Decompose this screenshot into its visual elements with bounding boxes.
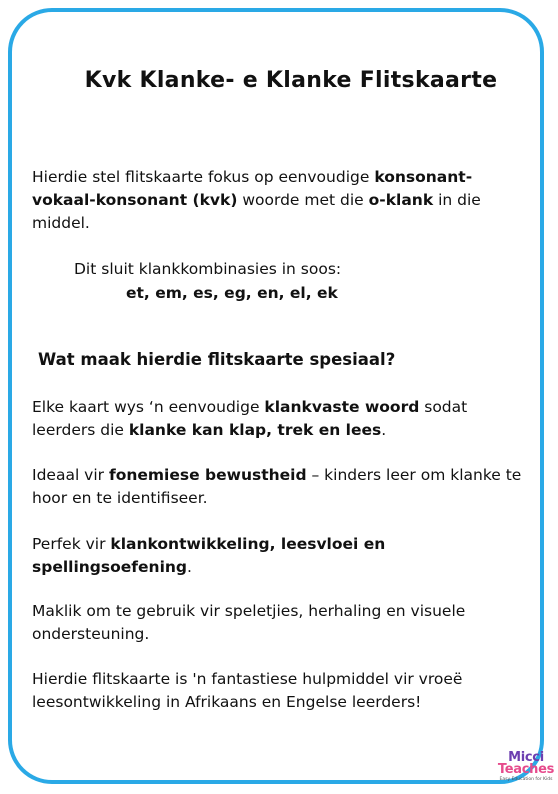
ideal-bold: fonemiese bewustheid bbox=[108, 466, 307, 484]
card-bold-2: klanke kan klap, trek en lees bbox=[128, 421, 382, 439]
page-title: Kvk Klanke- e Klanke Flitskaarte bbox=[84, 68, 498, 93]
ideal-paragraph bbox=[32, 464, 528, 510]
perfect-paragraph bbox=[32, 533, 528, 579]
logo-line-2: Teaches bbox=[497, 762, 555, 777]
card-text-3: . bbox=[381, 421, 387, 439]
card-text-1: Elke kaart wys ‘n eenvoudige bbox=[32, 398, 265, 416]
logo-line-1: Micci bbox=[508, 750, 544, 765]
perfect-text-1: Perfek vir bbox=[32, 535, 111, 553]
ideal-text-2: – kinders leer om klanke te hoor en te identifiseer. bbox=[32, 466, 522, 507]
closing-paragraph: Hierdie flitskaarte is 'n fantastiese hulpmiddel vir vroeë leesontwikkeling in Afrikaans en Engelse leerders! bbox=[32, 670, 463, 711]
intro-paragraph bbox=[32, 166, 528, 235]
intro-bold-o-klank: o-klank bbox=[368, 191, 434, 209]
card-paragraph bbox=[32, 396, 528, 442]
intro-bold-kvk: konsonant-vokaal-konsonant (kvk) bbox=[32, 168, 473, 209]
card-text-2: sodat leerders die bbox=[32, 398, 468, 439]
intro-text-2: woorde met die bbox=[237, 191, 369, 209]
section-subheading: Wat maak hierdie flitskaarte spesiaal? bbox=[38, 350, 396, 369]
ideal-text-1: Ideaal vir bbox=[32, 466, 109, 484]
perfect-text-2: . bbox=[187, 558, 192, 576]
perfect-bold: klankontwikkeling, leesvloei en spellingsoefening bbox=[32, 535, 386, 576]
sound-combinations: et, em, es, eg, en, el, ek bbox=[126, 284, 338, 302]
includes-line: Dit sluit klankkombinasies in soos: bbox=[74, 260, 342, 278]
card-bold-1: klankvaste woord bbox=[264, 398, 420, 416]
easy-paragraph: Maklik om te gebruik vir speletjies, herhaling en visuele ondersteuning. bbox=[32, 602, 466, 643]
logo-tagline: Easy Education for Kids bbox=[499, 777, 553, 782]
intro-text-3: in die middel. bbox=[32, 191, 481, 232]
brand-logo bbox=[497, 752, 555, 782]
intro-text-1: Hierdie stel flitskaarte fokus op eenvoudige bbox=[32, 168, 375, 186]
